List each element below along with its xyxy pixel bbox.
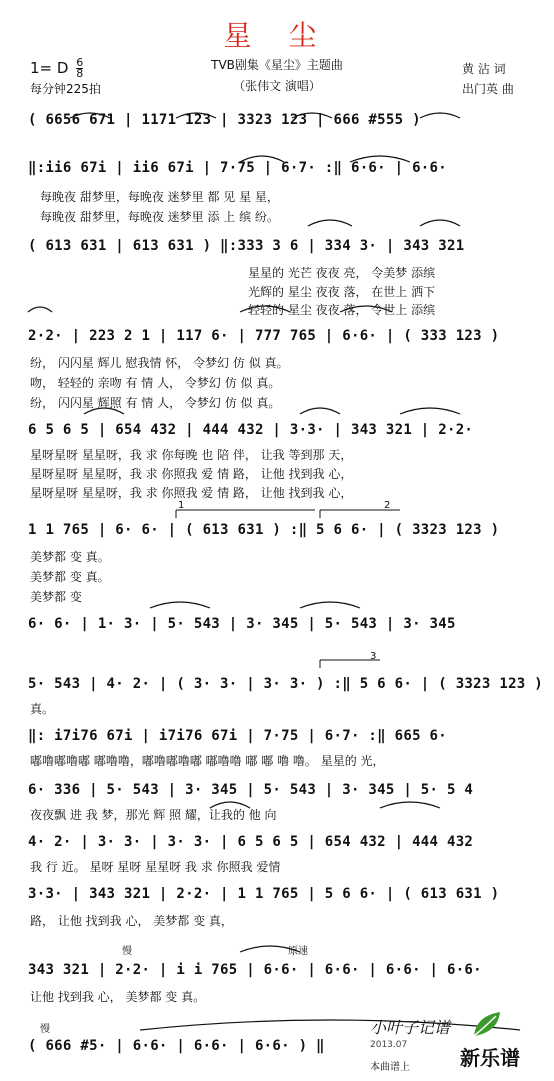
- song-title: 星 尘: [223, 19, 331, 52]
- lyric-line: 纷， 闪闪星 辉照 有 情 人， 令梦幻 仿 似 真。: [30, 396, 281, 410]
- music-line-12: 3·3· | 343 321 | 2·2· | 1 1 765 | 5 6 6· | ( 613 631 ): [28, 886, 500, 902]
- lyricist-credit: 黄 沾 词: [462, 62, 506, 76]
- tempo-original: 原速: [288, 946, 308, 957]
- upload-note: 本曲谱上: [370, 1062, 410, 1073]
- lyric-line: 每晚夜 甜梦里，每晚夜 迷梦里 都 见 星 星，: [40, 190, 279, 204]
- time-numerator: 6: [76, 56, 84, 69]
- music-line-11: 4· 2· | 3· 3· | 3· 3· | 6 5 6 5 | 654 432 | 444 432: [28, 834, 474, 850]
- tempo-marking: 每分钟225拍: [30, 82, 101, 96]
- lyric-line: 纷， 闪闪星 辉儿 慰我情 怀， 令梦幻 仿 似 真。: [30, 356, 289, 370]
- lyric-line: 轻轻的 星尘 夜夜 落， 令世上 添缤: [248, 303, 436, 317]
- lyric-line: 夜夜飘 进 我 梦，那光 辉 照 耀，让我的 他 向: [30, 808, 277, 822]
- tempo-slow: 慢: [122, 946, 132, 957]
- music-line-9: ‖: i7i76 67i | i7i76 67i | 7·75 | 6·7· :‖ 665 6·: [28, 728, 447, 744]
- music-line-1: ( 6656 671 | 1171 123 | 3323 123 | 666 #555 ): [28, 112, 421, 128]
- lyric-line: 星呀星呀 星星呀，我 求 你每晚 也 陪 伴， 让我 等到那 天，: [30, 448, 353, 462]
- lyric-line: 让他 找到我 心， 美梦都 变 真。: [30, 990, 206, 1004]
- scribe-signature: 小叶子记谱: [370, 1018, 451, 1037]
- lyric-line: 美梦都 变: [30, 590, 82, 604]
- ending-1: 1: [178, 500, 185, 511]
- lyric-line: 光辉的 星尘 夜夜 落， 在世上 洒下: [248, 285, 436, 299]
- lyric-line: 星呀星呀 星星呀，我 求 你照我 爱 情 路， 让他 找到我 心，: [30, 467, 353, 481]
- time-denominator: 8: [76, 67, 84, 80]
- site-logo: 新乐谱: [460, 1046, 520, 1070]
- lyric-line: 我 行 近。 星呀 星呀 星星呀 我 求 你照我 爱情: [30, 860, 281, 874]
- music-line-4: 2·2· | 223 2 1 | 117 6· | 777 765 | 6·6· | ( 333 123 ): [28, 328, 500, 344]
- composer-credit: 出门英 曲: [462, 82, 514, 96]
- lyric-line: 星呀星呀 星星呀，我 求 你照我 爱 情 路， 让他 找到我 心，: [30, 486, 353, 500]
- lyric-line: 真。: [30, 702, 55, 716]
- music-line-6: 1 1 765 | 6· 6· | ( 613 631 ) :‖ 5 6 6· | ( 3323 123 ): [28, 522, 500, 538]
- lyric-line: 每晚夜 甜梦里，每晚夜 迷梦里 添 上 缤 纷。: [40, 210, 279, 224]
- music-line-3: ( 613 631 | 613 631 ) ‖:333 3 6 | 334 3· | 343 321: [28, 238, 465, 254]
- music-line-13: 343 321 | 2·2· | i i 765 | 6·6· | 6·6· | 6·6· | 6·6·: [28, 962, 482, 978]
- music-line-5: 6 5 6 5 | 654 432 | 444 432 | 3·3· | 343 321 | 2·2·: [28, 422, 474, 438]
- tempo-slow: 慢: [40, 1024, 50, 1035]
- ending-2: 2: [384, 500, 391, 511]
- date: 2013.07: [370, 1040, 408, 1050]
- lyric-line: 路， 让他 找到我 心， 美梦都 变 真，: [30, 914, 233, 928]
- music-line-14: ( 666 #5· | 6·6· | 6·6· | 6·6· ) ‖: [28, 1038, 325, 1054]
- ending-3: 3: [370, 651, 377, 662]
- lyric-line: 嘟噜嘟噜嘟 嘟噜噜，嘟噜嘟噜嘟 嘟噜噜 嘟 嘟 噜 噜。 星星的 光，: [30, 754, 385, 768]
- music-line-10: 6· 336 | 5· 543 | 3· 345 | 5· 543 | 3· 345 | 5· 5 4: [28, 782, 474, 798]
- leaf-icon: [470, 1010, 504, 1040]
- music-line-2: ‖:ii6 67i | ii6 67i | 7·75 | 6·7· :‖ 6·6· | 6·6·: [28, 160, 447, 176]
- lyric-line: 美梦都 变 真。: [30, 550, 110, 564]
- lyric-line: 吻， 轻轻的 亲吻 有 情 人， 令梦幻 仿 似 真。: [30, 376, 281, 390]
- music-line-7: 6· 6· | 1· 3· | 5· 543 | 3· 345 | 5· 543 | 3· 345: [28, 616, 456, 632]
- key-label: 1= D: [30, 59, 69, 77]
- lyric-line: 星星的 光芒 夜夜 亮， 令美梦 添缤: [248, 266, 436, 280]
- music-line-8: 5· 543 | 4· 2· | ( 3· 3· | 3· 3· ) :‖ 5 6 6· | ( 3323 123 ): [28, 676, 543, 692]
- subtitle: TVB剧集《星尘》主题曲: [211, 58, 343, 72]
- performer: （张伟文 演唱）: [233, 79, 321, 93]
- lyric-line: 美梦都 变 真。: [30, 570, 110, 584]
